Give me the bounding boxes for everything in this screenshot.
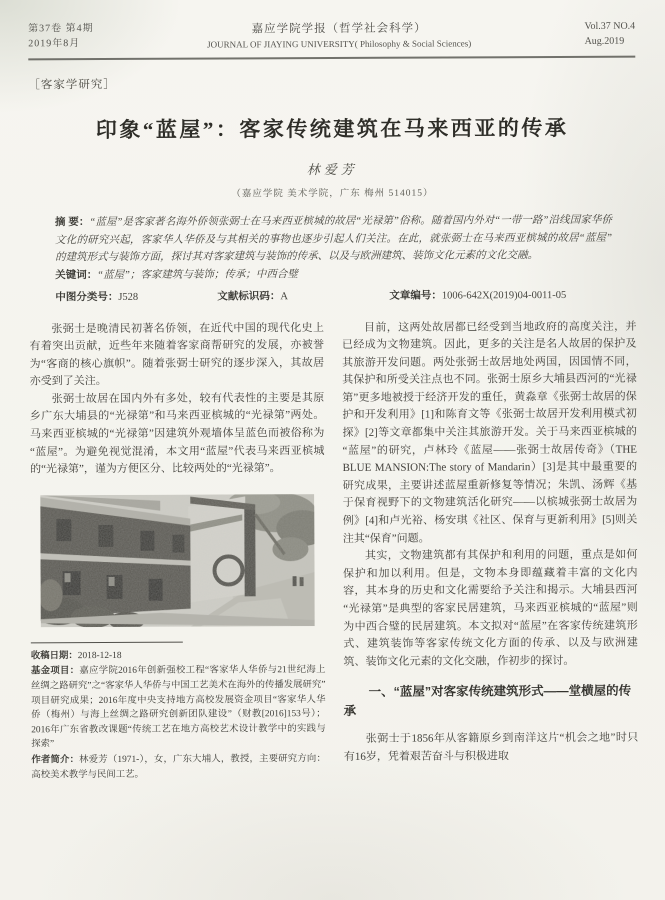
volume-issue-en: Vol.37 NO.4: [584, 20, 636, 32]
journal-name: [94, 19, 585, 50]
date-en: Aug.2019: [584, 35, 625, 47]
document-code: 文献标识码：A: [217, 291, 288, 303]
header-divider: [28, 56, 635, 61]
body-paragraph: 目前，这两处故居都已经受到当地政府的高度关注，并已经成为文物建筑。因此，更多的关注是名人故居的保护及其旅游开发问题。两处张弼士故居地处两国，因国情不同，其保护和所受关注点也不同。张弼士原乡大埔县西河的“光禄第”更多地被授于经济开发的重任，黄淼章《张弼士故居的保护和开发利用》[1]和陈育文等《张弼士故居开发利用模式初探》[2]等文章都集中关注其旅游开发。关于马来西亚槟城的“蓝屋”的研究，卢林玲《蓝屋——张弼士故居传奇》（THE BLUE MANSION:The story of Mandarin）[3]是其中最重要的研究成果，主要讲述蓝屋重新修复等情况；朱凯、汤辉《基于保育视野下的文物建筑活化研究——以槟城张弼士故居为例》[4]和卢光裕、杨安琪《社区、保育与更新利用》[5]则关注其“保育”问题。: [342, 320, 638, 545]
author-bio-note: 作者简介：林爱芳（1971-），女，广东大埔人，教授，主要研究方向：高校美术教学与民间工艺。: [31, 754, 326, 780]
section-tag: ［客家学研究］: [28, 78, 116, 92]
volume-issue-cn: 第37卷 第4期: [28, 23, 94, 35]
journal-header: [28, 19, 635, 52]
building-photo: [40, 494, 317, 627]
body-paragraph: 张弼士于1856年从客籍原乡到南洋这片“机会之地”时只有16岁，凭着艰苦奋斗与积极进取: [343, 732, 639, 763]
article-id: 文章编号：1006-642X(2019)04-0011-05: [389, 289, 567, 302]
right-column: [342, 318, 639, 782]
author-affiliation: （嘉应学院 美术学院，广东 梅州 514015）: [231, 188, 434, 200]
footnote-divider: [31, 641, 183, 643]
footnotes: [31, 648, 326, 783]
body-paragraph: 其实，文物建筑都有其保护和利用的问题，重点是如何保护和加以利用。但是，文物本身即蕴藏着丰富的文化内容，其本身的历史和文化需要给予关注和揭示。大埔县西河“光禄第”是典型的客家民居建筑，马来西亚槟城的“蓝屋”则为中西合璧的民居建筑。本文拟对“蓝屋”在客家传统建筑形式、建筑装饰等客家传统文化方面的传承、以及与欧洲建筑、装饰文化元素的文化交融，作初步的探讨。: [343, 548, 638, 668]
abstract-block: [55, 212, 612, 307]
keywords-text: “蓝屋”；客家建筑与装饰；传承；中西合璧: [97, 268, 298, 281]
left-column: [29, 320, 326, 784]
section-heading-1: 一、“蓝屋”对客家传统建筑形式——堂横屋的传承: [343, 684, 632, 719]
fund-note: 基金项目：嘉应学院2016年创新强校工程“客家华人华侨与21世纪海上丝绸之路研究”之“客家华人华侨与中国工艺美术在海外的传播发展研究”项目研究成果；2016年度中央支持地方高校发展资金项目“客家华人华侨（梅州）与海上丝绸之路研究创新团队建设”（财教[2016]153号）；2016年广东省教改课题“传统工艺在地方高校艺术设计教学中的实践与探索”: [30, 665, 326, 750]
abstract-label: 摘 要：: [54, 217, 90, 229]
date-cn: 2019年8月: [28, 38, 81, 50]
header-volume-en: [584, 19, 635, 49]
keywords-line: [55, 264, 612, 284]
classification-line: [55, 287, 612, 307]
clc-number: 中图分类号：J528: [55, 291, 139, 304]
body-columns: [29, 318, 638, 783]
keywords-label: 关键词：: [55, 269, 98, 281]
received-date-note: 收稿日期：2018-12-18: [30, 650, 122, 662]
abstract-text: “蓝屋”是客家著名海外侨领张弼士在马来西亚槟城的故居“光禄第”俗称。随着国内外对“一带一路”沿线国家华侨文化的研究兴起，客家华人华侨及与其相关的事物也逐步引起人们关注。在此，就张弼士在马来西亚槟城的故居“蓝屋”的建筑形式与装饰方面，探讨其对客家建筑与装饰的传承、以及与欧洲建筑、装饰文化元素的文化交融。: [55, 214, 613, 264]
journal-name-cn: 嘉应学院学报（哲学社会科学）: [251, 22, 427, 36]
journal-name-en: JOURNAL OF JIAYING UNIVERSITY( Philosophy & Social Sciences): [207, 38, 472, 50]
body-paragraph: 张弼士是晚清民初著名侨领，在近代中国的现代化史上有着突出贡献，近些年来随着客家商帮研究的发展，亦被誉为“客商的核心旗帜”。随着张弼士研究的逐步深入，其故居亦受到了关注。: [29, 321, 325, 388]
abstract-paragraph: [55, 212, 612, 267]
author-name: 林爱芳: [306, 162, 358, 179]
body-paragraph: 张弼士故居在国内外有多处，较有代表性的主要是其原乡广东大埔县的“光禄第”和马来西亚槟城的“光禄第”两处。马来西亚槟城的“光禄第”因建筑外观墙体呈蓝色而被俗称为“蓝屋”。为避免视觉混淆，本文用“蓝屋”代表马来西亚槟城的“光禄第”，谨为方便区分、比较两处的“光禄第”。: [29, 391, 325, 476]
article-title: 印象“蓝屋”：客家传统建筑在马来西亚的传承: [95, 115, 569, 143]
header-volume-issue: [28, 21, 94, 51]
